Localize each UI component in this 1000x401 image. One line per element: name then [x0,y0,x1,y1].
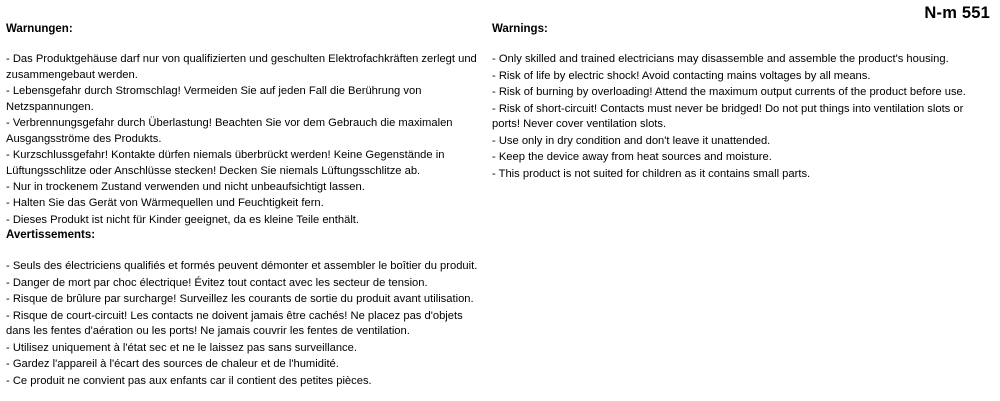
list-item: - Keep the device away from heat sources and moisture. [492,151,772,164]
list-item: - Risque de brûlure par surcharge! Surveillez les courants de sortie du produit avant utilisation. [6,293,474,306]
list-item: - Use only in dry condition and don't leave it unattended. [492,134,771,147]
english-warnings-heading: Warnings: [492,23,548,35]
german-warnings-heading: Warnungen: [6,23,73,35]
french-warnings-list [6,259,484,389]
list-item: - Danger de mort par choc électrique! Évitez tout contact avec les secteur de tension. [6,276,428,289]
list-item: - Seuls des électriciens qualifiés et formés peuvent démonter et assembler le boîtier du produit. [6,260,478,273]
list-item: - Halten Sie das Gerät von Wärmequellen und Feuchtigkeit fern. [6,197,324,210]
english-warnings-list [492,52,992,182]
list-item: - Das Produktgehäuse darf nur von qualifizierten und geschulten Elektrofachkräften zerlegt und zusammengebaut werden. [6,53,477,81]
list-item: - Only skilled and trained electricians may disassemble and assemble the product's housing. [492,53,949,66]
french-warnings-heading: Avertissements: [6,229,96,241]
list-item: - Verbrennungsgefahr durch Überlastung! Beachten Sie vor dem Gebrauch die maximalen Ausgangsströme des Produkts. [6,117,453,145]
german-warnings-section [6,22,484,229]
list-item: - Risk of burning by overloading! Attend the maximum output currents of the product before use. [492,86,966,99]
list-item: - Kurzschlussgefahr! Kontakte dürfen niemals überbrückt werden! Keine Gegenstände in Lüftungsschlitze oder Anschlüsse stecken! Decken Sie niemals Lüftungsschlitze ab. [6,149,445,177]
list-item: - Lebensgefahr durch Stromschlag! Vermeiden Sie auf jeden Fall die Berührung von Netzspannungen. [6,85,422,113]
list-item: - Dieses Produkt ist nicht für Kinder geeignet, da es kleine Teile enthält. [6,213,360,226]
list-item: - Nur in trockenem Zustand verwenden und nicht unbeaufsichtigt lassen. [6,181,365,193]
french-warnings-section [6,228,484,390]
list-item: - Gardez l'appareil à l'écart des sources de chaleur et de l'humidité. [6,358,339,371]
english-warnings-section [492,22,992,183]
list-item: - Risk of short-circuit! Contacts must never be bridged! Do not put things into ventilation slots or ports! Never cover ventilation slots. [492,102,964,131]
list-item: - Ce produit ne convient pas aux enfants car il contient des petites pièces. [6,374,372,387]
list-item: - Utilisez uniquement à l'état sec et ne le laissez pas sans surveillance. [6,341,357,354]
list-item: - This product is not suited for children as it contains small parts. [492,167,811,180]
model-code: N-m 551 [924,4,990,22]
german-warnings-list [6,52,484,228]
list-item: - Risque de court-circuit! Les contacts ne doivent jamais être cachés! Ne placez pas d'objets dans les fentes d'aération ou les ports! Ne jamais couvrir les fentes de ventilation. [6,309,463,338]
list-item: - Risk of life by electric shock! Avoid contacting mains voltages by all means. [492,69,871,82]
